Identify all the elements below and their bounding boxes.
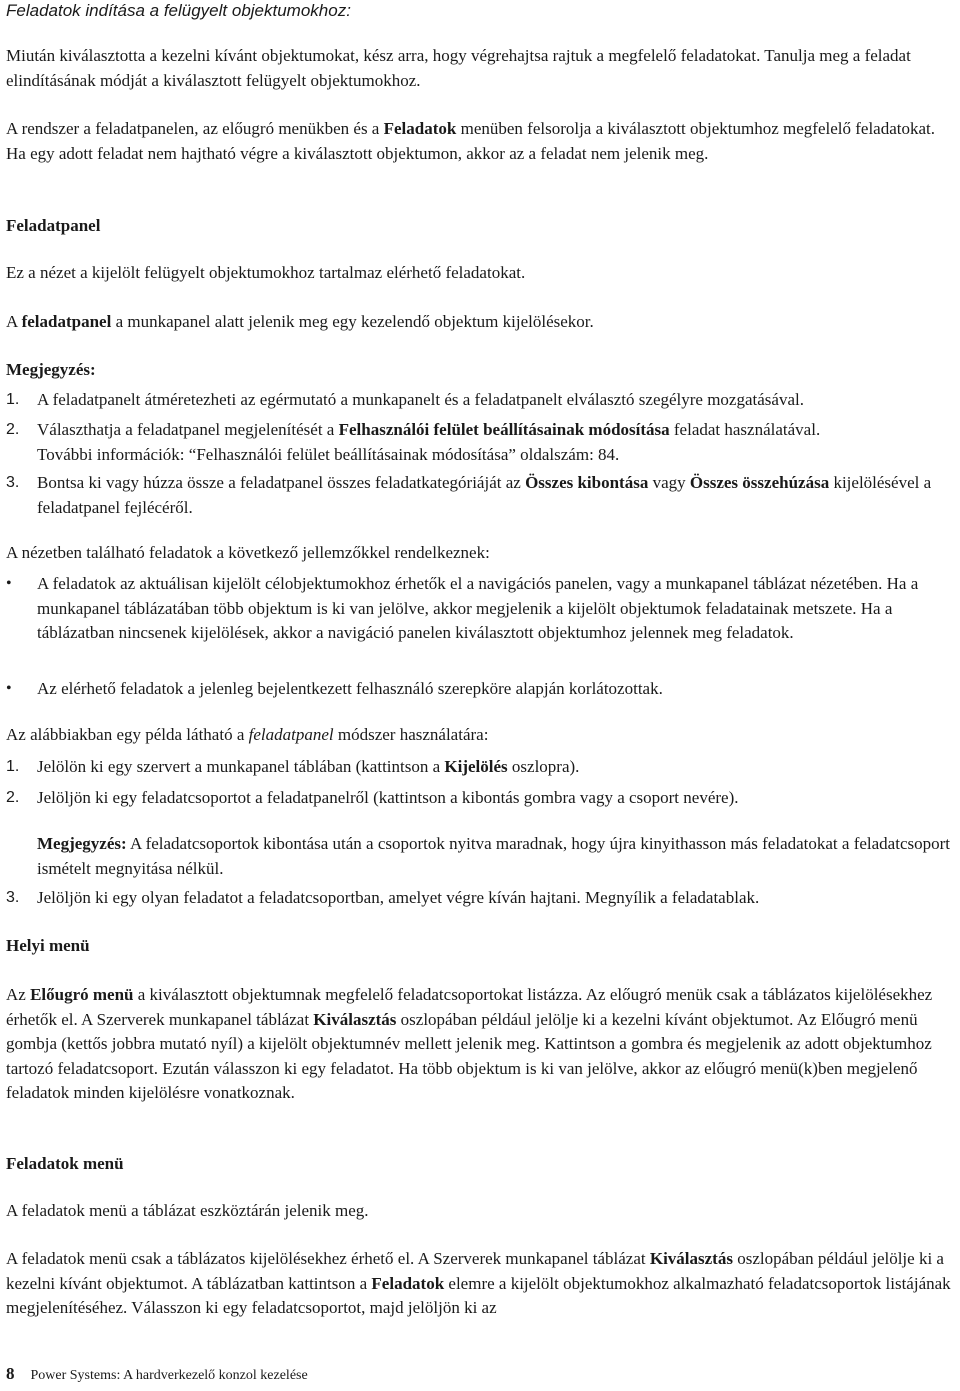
note-item: A feladatpanelt átméretezheti az egérmutató a munkapanelt és a feladatpanelt elválasztó szegélyre mozgatásával. bbox=[37, 390, 804, 409]
heading-helyi-menu: Helyi menü bbox=[6, 936, 90, 955]
note-number: 1. bbox=[6, 391, 20, 408]
feladatok-menu-paragraph: A feladatok menü csak a táblázatos kijelölésekhez érhető el. A Szerverek munkapanel táblázat Kiválasztás oszlopában például jelölje ki a kezelni kívánt objektumot. A táblázatban kattintson a Feladatok elemre a kijelölt objektumokhoz alkalmazható feladatcsoportok listájának megjelenítéséhez. Válasszon ki egy feladatcsoportot, majd jelöljön ki az bbox=[6, 1249, 951, 1317]
heading-feladatpanel: Feladatpanel bbox=[6, 216, 101, 235]
page-footer bbox=[6, 1364, 308, 1384]
cross-reference: További információk: “Felhasználói felület beállításainak módosítása” oldalszám: 84. bbox=[37, 444, 620, 464]
feladatpanel-description: Ez a nézet a kijelölt felügyelt objektumokhoz tartalmaz elérhető feladatokat. bbox=[6, 263, 526, 282]
helyi-menu-paragraph: Az Előugró menü a kiválasztott objektumnak megfelelő feladatcsoportokat listázza. Az előugró menük csak a táblázatos kijelölésekhez érhetők el. A Szerverek munkapanel táblázat Kiválasztás oszlopában például jelölje ki a kezelni kívánt objektumot. Az Előugró menü gombja (kettős jobbra mutató nyíl) a kijelölt objektumnév mellett jelenik meg. Kattintson a gombra és megjelenik az adott objektumhoz tartozó feladatcsoport. Ezután válasszon ki egy feladatot. Ha több objektum is ki van jelölve, akkor az előugró menü(k)ben megjelenő feladatok minden kijelölésre vonatkoznak. bbox=[6, 985, 933, 1102]
feladatpanel-location: A feladatpanel a munkapanel alatt jelenik meg egy kezelendő objektum kijelölésekor. bbox=[6, 312, 594, 331]
section-title: Feladatok indítása a felügyelt objektumokhoz: bbox=[6, 1, 351, 20]
step-number: 3. bbox=[6, 889, 20, 906]
note-number: 2. bbox=[6, 421, 20, 438]
bullet-icon: • bbox=[6, 575, 12, 592]
step-item: Jelöljön ki egy feladatcsoportot a feladatpanelről (kattintson a kibontás gombra vagy a csoport nevére). bbox=[37, 788, 739, 807]
step-number: 1. bbox=[6, 758, 20, 775]
note-number: 3. bbox=[6, 474, 20, 491]
bullet-item: A feladatok az aktuálisan kijelölt célobjektumokhoz érhetők el a navigációs panelen, vagy a munkapanel táblázat nézetében. Ha a munkapanel táblázatában több objektum is ki van jelölve, akkor megjelenik a kijelölt objektumok feladatainak metszete. Ha a táblázatban nincsenek kijelölések, akkor a navigáció panelen kiválasztott objektumhoz jelennek meg feladatok. bbox=[37, 574, 919, 642]
bullet-icon: • bbox=[6, 680, 12, 697]
bullet-item: Az elérhető feladatok a jelenleg bejelentkezett felhasználó szerepköre alapján korlátozottak. bbox=[37, 679, 663, 698]
note-label: Megjegyzés: bbox=[6, 360, 96, 379]
example-intro: Az alábbiakban egy példa látható a feladatpanel módszer használatára: bbox=[6, 725, 489, 744]
step-item: Jelöljön ki egy olyan feladatot a feladatcsoportban, amelyet végre kíván hajtani. Megnyílik a feladatablak. bbox=[37, 888, 760, 907]
heading-feladatok-menu: Feladatok menü bbox=[6, 1154, 124, 1173]
footer-title: Power Systems: A hardverkezelő konzol kezelése bbox=[30, 1368, 308, 1383]
intro-paragraph: Miután kiválasztotta a kezelni kívánt objektumokat, kész arra, hogy végrehajtsa rajtuk a megfelelő feladatokat. Tanulja meg a feladat elindításának módját a kiválasztott felügyelt objektumokhoz. bbox=[6, 46, 911, 90]
step-note: Megjegyzés: A feladatcsoportok kibontása után a csoportok nyitva maradnak, hogy újra kinyithasson más feladatokat a feladatcsoport ismételt megnyitása nélkül. bbox=[37, 834, 950, 878]
task-listing-paragraph: A rendszer a feladatpanelen, az előugró menükben és a Feladatok menüben felsorolja a kiválasztott objektumhoz megfelelő feladatokat. Ha egy adott feladat nem hajtható végre a kiválasztott objektumon, akkor az a feladat nem jelenik meg. bbox=[6, 119, 936, 163]
step-number: 2. bbox=[6, 789, 20, 806]
step-item: Jelölön ki egy szervert a munkapanel táblában (kattintson a Kijelölés oszlopra). bbox=[37, 757, 580, 776]
feladatok-menu-location: A feladatok menü a táblázat eszköztárán jelenik meg. bbox=[6, 1201, 369, 1220]
note-item: Választhatja a feladatpanel megjelenítését a Felhasználói felület beállításainak módosítása feladat használatával. További információk: “Felhasználói felület beállításainak módosítása” oldalszám: 84. bbox=[37, 420, 821, 464]
features-intro: A nézetben található feladatok a következő jellemzőkkel rendelkeznek: bbox=[6, 543, 490, 562]
page-number: 8 bbox=[6, 1364, 15, 1383]
note-item: Bontsa ki vagy húzza össze a feladatpanel összes feladatkategóriáját az Összes kibontása vagy Összes összehúzása kijelölésével a feladatpanel fejlécéről. bbox=[37, 473, 932, 517]
